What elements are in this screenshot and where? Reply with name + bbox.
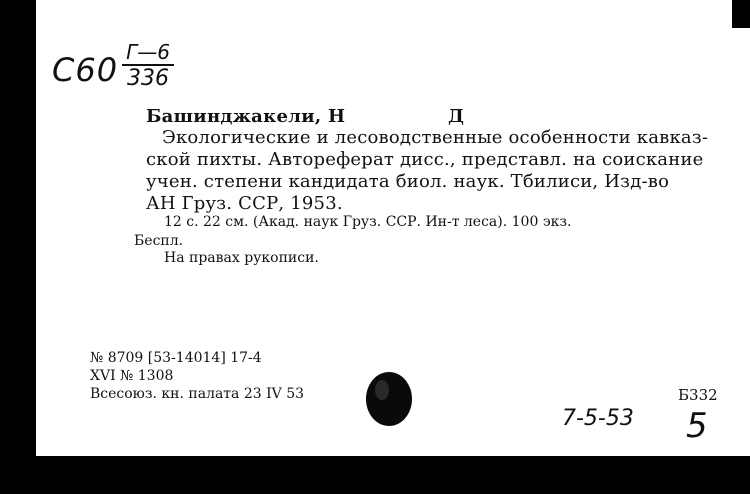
- registration-line-2: XVI № 1308: [90, 368, 174, 384]
- author-heading: Башинджакели, Н: [146, 106, 346, 127]
- catalog-card: [36, 28, 750, 456]
- handwritten-date: 7-5-53: [562, 406, 634, 431]
- call-number-prefix: C60: [52, 51, 119, 89]
- title-line-2: ской пихты. Автореферат дисс., представл. на соискание: [146, 149, 704, 170]
- author-second-initial: Д: [448, 106, 465, 127]
- corner-scan-border: [732, 0, 750, 28]
- handwritten-mark: 5: [686, 406, 708, 446]
- punch-hole: [366, 372, 412, 426]
- registration-line-1: № 8709 [53-14014] 17-4: [90, 350, 262, 366]
- bottom-scan-border: [0, 456, 750, 494]
- rights-note: На правах рукописи.: [164, 250, 319, 266]
- title-line-4: АН Груз. ССР, 1953.: [146, 193, 343, 214]
- registration-line-3: Всесоюз. кн. палата 23 IV 53: [90, 386, 305, 402]
- scan-line-mark: [0, 426, 34, 428]
- left-scan-border: [0, 0, 36, 494]
- call-number-denominator: 336: [127, 66, 169, 91]
- classification-code: Б332: [678, 386, 718, 404]
- price-note: Беспл.: [134, 233, 184, 249]
- physical-description: 12 с. 22 см. (Акад. наук Груз. ССР. Ин-т леса). 100 экз.: [164, 214, 572, 230]
- title-line-1: Экологические и лесоводственные особенности кавказ-: [162, 127, 709, 148]
- call-number-fraction: [118, 42, 178, 90]
- call-number-numerator: Г—6: [126, 40, 170, 64]
- title-line-3: учен. степени кандидата биол. наук. Тбилиси, Изд-во: [146, 171, 670, 192]
